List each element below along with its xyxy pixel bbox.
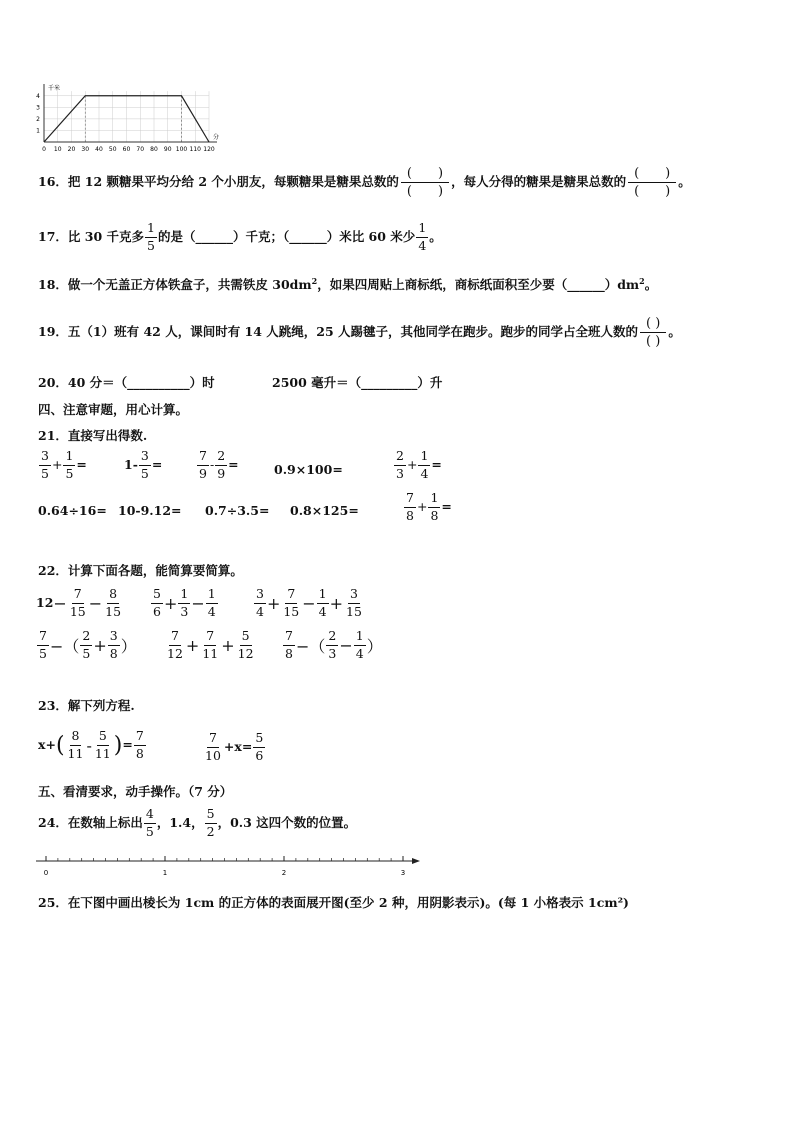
question-20a: 20．40 分＝（__________）时 — [38, 375, 215, 390]
q17-fraction-1: $\frac{1}{5}$ — [147, 220, 155, 253]
x-tick-label: 20 — [67, 146, 76, 153]
q21-item-7: 10-9.12= — [118, 503, 182, 518]
y-axis-label: 千米 — [48, 85, 61, 92]
number-line-label: 2 — [281, 869, 287, 877]
number-line-label: 1 — [162, 869, 168, 877]
question-22-title: 22．计算下面各题，能简算要简算。 — [38, 563, 243, 578]
question-17 — [38, 222, 442, 252]
q21-item-2: 1- $\frac{3}{5}$ = — [124, 448, 163, 481]
q17-text-2: 的是（______）千克；（______）米比 60 米少 — [157, 228, 416, 244]
q22-expr-6: $\frac{7}{8}$ −（ $\frac{2}{3}$ − $\frac{1}{4}$ ） — [285, 628, 383, 661]
q18-text-2: ，如果四周贴上商标纸，商标纸面积至少要（______）dm — [317, 277, 640, 293]
question-21-title: 21．直接写出得数. — [38, 428, 148, 443]
q23-equation-1: x+ ( $\frac{8}{11}$ - $\frac{5}{11}$ ) = $\frac{7}{8}$ — [38, 728, 144, 761]
y-tick-label: 4 — [36, 92, 40, 100]
question-16 — [38, 167, 691, 198]
q23-equation-2: $\frac{7}{10}$ +x= $\frac{5}{6}$ — [205, 730, 264, 763]
q22-expr-4: $\frac{7}{5}$ −（ $\frac{2}{5}$ + $\frac{3}{8}$ ） — [39, 628, 137, 661]
q16-blank-fraction-1[interactable]: ( ) ( ) — [401, 167, 449, 198]
section-4-heading: 四、注意审题，用心计算。 — [38, 402, 189, 417]
x-tick-label: 100 — [175, 146, 188, 153]
question-20b: 2500 毫升＝（_________）升 — [272, 375, 443, 390]
section-5-heading: 五、看清要求，动手操作。（7 分） — [38, 784, 233, 799]
x-tick-label: 80 — [150, 146, 158, 153]
x-tick-label: 40 — [95, 146, 103, 153]
question-18 — [38, 277, 657, 292]
q22-expr-1: 12 − $\frac{7}{15}$ − $\frac{8}{15}$ — [36, 586, 122, 619]
q16-text-1: 16．把 12 颗糖果平均分给 2 个小朋友，每颗糖果是糖果总数的 — [38, 174, 399, 190]
q21-item-5: $\frac{2}{3}$ + $\frac{1}{4}$ = — [396, 448, 442, 481]
number-line-arrow — [412, 858, 420, 864]
q19-text: 19．五（1）班有 42 人，课间时有 14 人跳绳，25 人踢毽子，其他同学在跑步。跑步的同学占全班人数的 — [38, 324, 639, 340]
number-line[interactable] — [36, 852, 426, 878]
q16-text-2: ，每人分得的糖果是糖果总数的 — [451, 174, 627, 190]
q16-end: 。 — [678, 174, 691, 190]
x-tick-label: 0 — [42, 146, 46, 153]
q21-item-3: $\frac{7}{9}$ - $\frac{2}{9}$ = — [199, 448, 239, 481]
distance-time-graph — [30, 82, 220, 154]
q17-text-1: 17．比 30 千克多 — [38, 228, 144, 244]
q17-end: 。 — [429, 228, 442, 244]
q19-end: 。 — [668, 324, 681, 340]
x-tick-label: 90 — [163, 146, 172, 153]
q18-sup-1: 2 — [311, 276, 318, 286]
question-19 — [38, 317, 681, 348]
q18-sup-2: 2 — [639, 276, 645, 286]
question-23-title: 23．解下列方程. — [38, 698, 135, 713]
q18-end: 。 — [644, 277, 658, 293]
y-tick-label: 2 — [36, 115, 40, 123]
q19-blank-fraction[interactable]: ( ) ( ) — [640, 317, 666, 348]
number-line-label: 0 — [43, 869, 49, 877]
question-24: 24．在数轴上标出 $\frac{4}{5}$ ，1.4， $\frac{5}{2}$ ，0.3 这四个数的位置。 — [38, 806, 357, 839]
x-tick-label: 50 — [108, 146, 117, 153]
x-tick-label: 60 — [122, 146, 131, 153]
q22-expr-2: $\frac{5}{6}$ + $\frac{1}{3}$ − $\frac{1}{4}$ — [153, 586, 216, 619]
q22-expr-3: $\frac{3}{4}$ + $\frac{7}{15}$ − $\frac{1}{4}$ + $\frac{3}{15}$ — [256, 586, 362, 619]
q21-item-9: 0.8×125= — [290, 503, 359, 518]
y-tick-label: 3 — [36, 104, 40, 112]
q21-item-8: 0.7÷3.5= — [205, 503, 270, 518]
q22-expr-5: $\frac{7}{12}$ + $\frac{7}{11}$ + $\frac{5}{12}$ — [167, 628, 254, 661]
q21-item-10: $\frac{7}{8}$ + $\frac{1}{8}$ = — [406, 490, 452, 523]
x-tick-label: 120 — [203, 146, 215, 153]
q18-text-1: 18．做一个无盖正方体铁盒子，共需铁皮 30dm — [38, 277, 312, 293]
q17-fraction-2: $\frac{1}{4}$ — [418, 220, 427, 253]
q21-item-1: $\frac{3}{5}$ + $\frac{1}{5}$ = — [41, 448, 87, 481]
question-25: 25．在下图中画出棱长为 1cm 的正方体的表面展开图(至少 2 种，用阴影表示)。(每 1 小格表示 1cm²) — [38, 895, 629, 910]
x-tick-label: 110 — [189, 146, 201, 153]
x-tick-label: 70 — [136, 146, 145, 153]
number-line-label: 3 — [400, 869, 406, 877]
q21-item-4: 0.9×100= — [274, 462, 343, 477]
x-tick-label: 10 — [53, 146, 62, 153]
x-axis-label: 分 — [213, 134, 220, 141]
y-tick-label: 1 — [36, 127, 40, 135]
q21-item-6: 0.64÷16= — [38, 503, 107, 518]
q16-blank-fraction-2[interactable]: ( ) ( ) — [628, 167, 676, 198]
x-tick-label: 30 — [81, 146, 90, 153]
